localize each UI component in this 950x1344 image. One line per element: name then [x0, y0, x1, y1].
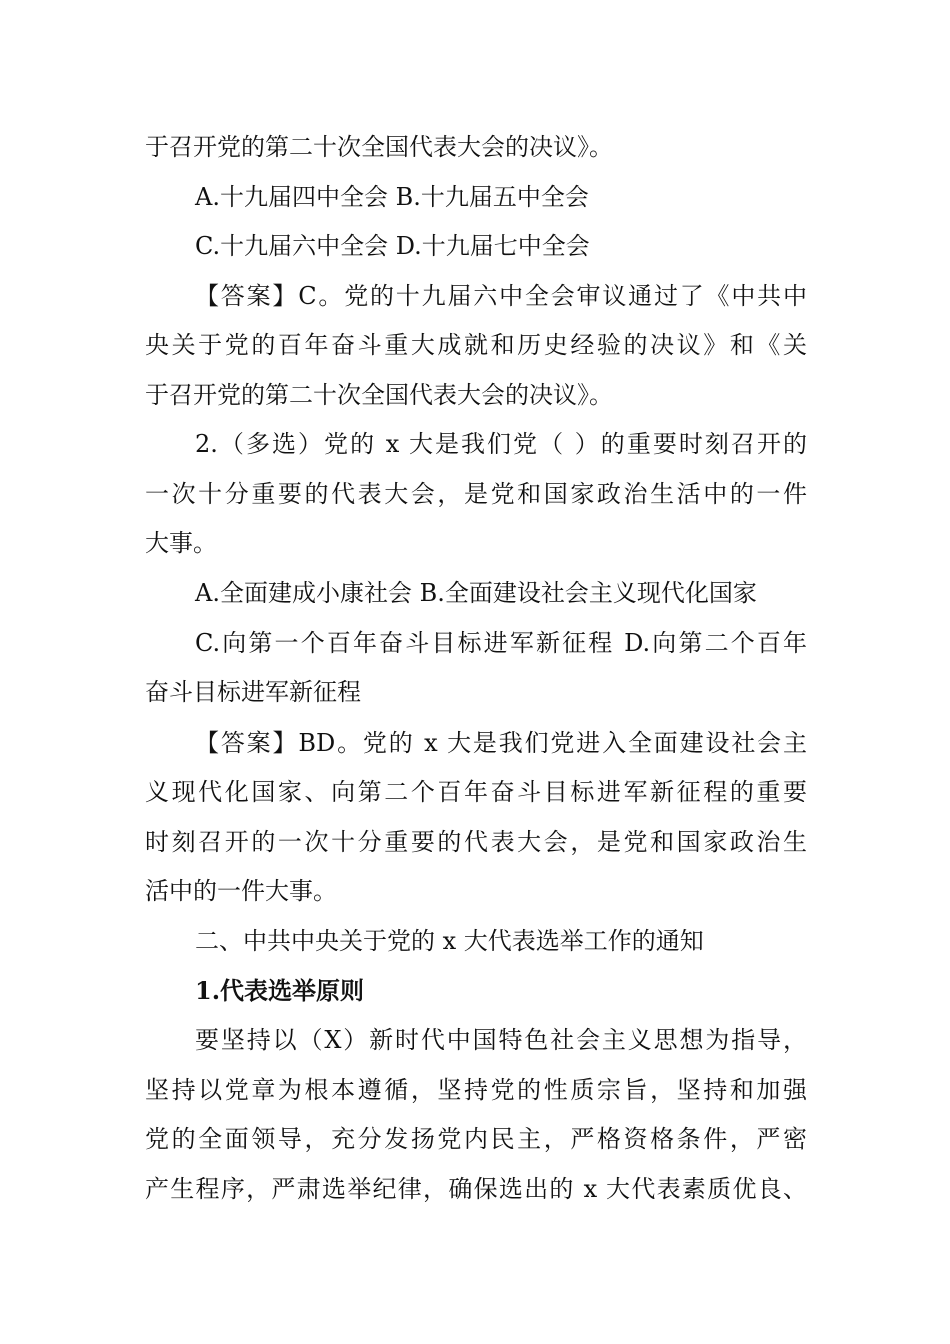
text-line: 大事。 [145, 529, 217, 557]
text-line: 产生程序，严肃选举纪律，确保选出的 x 大代表素质优良、 [145, 1175, 807, 1203]
text-line: 党的全面领导，充分发扬党内民主，严格资格条件，严密 [145, 1125, 807, 1153]
text-line: 一次十分重要的代表大会，是党和国家政治生活中的一件 [145, 480, 807, 508]
answer-line: 【答案】BD。党的 x 大是我们党进入全面建设社会主 [195, 729, 807, 757]
option-line: C.十九届六中全会 D.十九届七中全会 [195, 232, 590, 260]
question-line: 2.（多选）党的 x 大是我们党（ ）的重要时刻召开的 [195, 430, 807, 458]
subsection-heading: 1.代表选举原则 [195, 976, 365, 1005]
option-line: A.全面建成小康社会 B.全面建设社会主义现代化国家 [195, 579, 757, 607]
text-line: 央关于党的百年奋斗重大成就和历史经验的决议》和《关 [145, 331, 807, 359]
text-line: 时刻召开的一次十分重要的代表大会，是党和国家政治生 [145, 828, 807, 856]
section-heading: 二、中共中央关于党的 x 大代表选举工作的通知 [195, 927, 704, 955]
text-line: 于召开党的第二十次全国代表大会的决议》。 [145, 133, 613, 161]
answer-line: 【答案】C。党的十九届六中全会审议通过了《中共中 [195, 282, 807, 310]
text-line: 活中的一件大事。 [145, 877, 337, 905]
text-line: 义现代化国家、向第二个百年奋斗目标进军新征程的重要 [145, 778, 807, 806]
option-line: C.向第一个百年奋斗目标进军新征程 D.向第二个百年 [195, 629, 807, 657]
text-line: 奋斗目标进军新征程 [145, 678, 361, 706]
text-line: 于召开党的第二十次全国代表大会的决议》。 [145, 381, 613, 409]
text-line: 坚持以党章为根本遵循，坚持党的性质宗旨，坚持和加强 [145, 1076, 807, 1104]
text-line: 要坚持以（X）新时代中国特色社会主义思想为指导， [195, 1026, 807, 1054]
option-line: A.十九届四中全会 B.十九届五中全会 [195, 183, 589, 211]
